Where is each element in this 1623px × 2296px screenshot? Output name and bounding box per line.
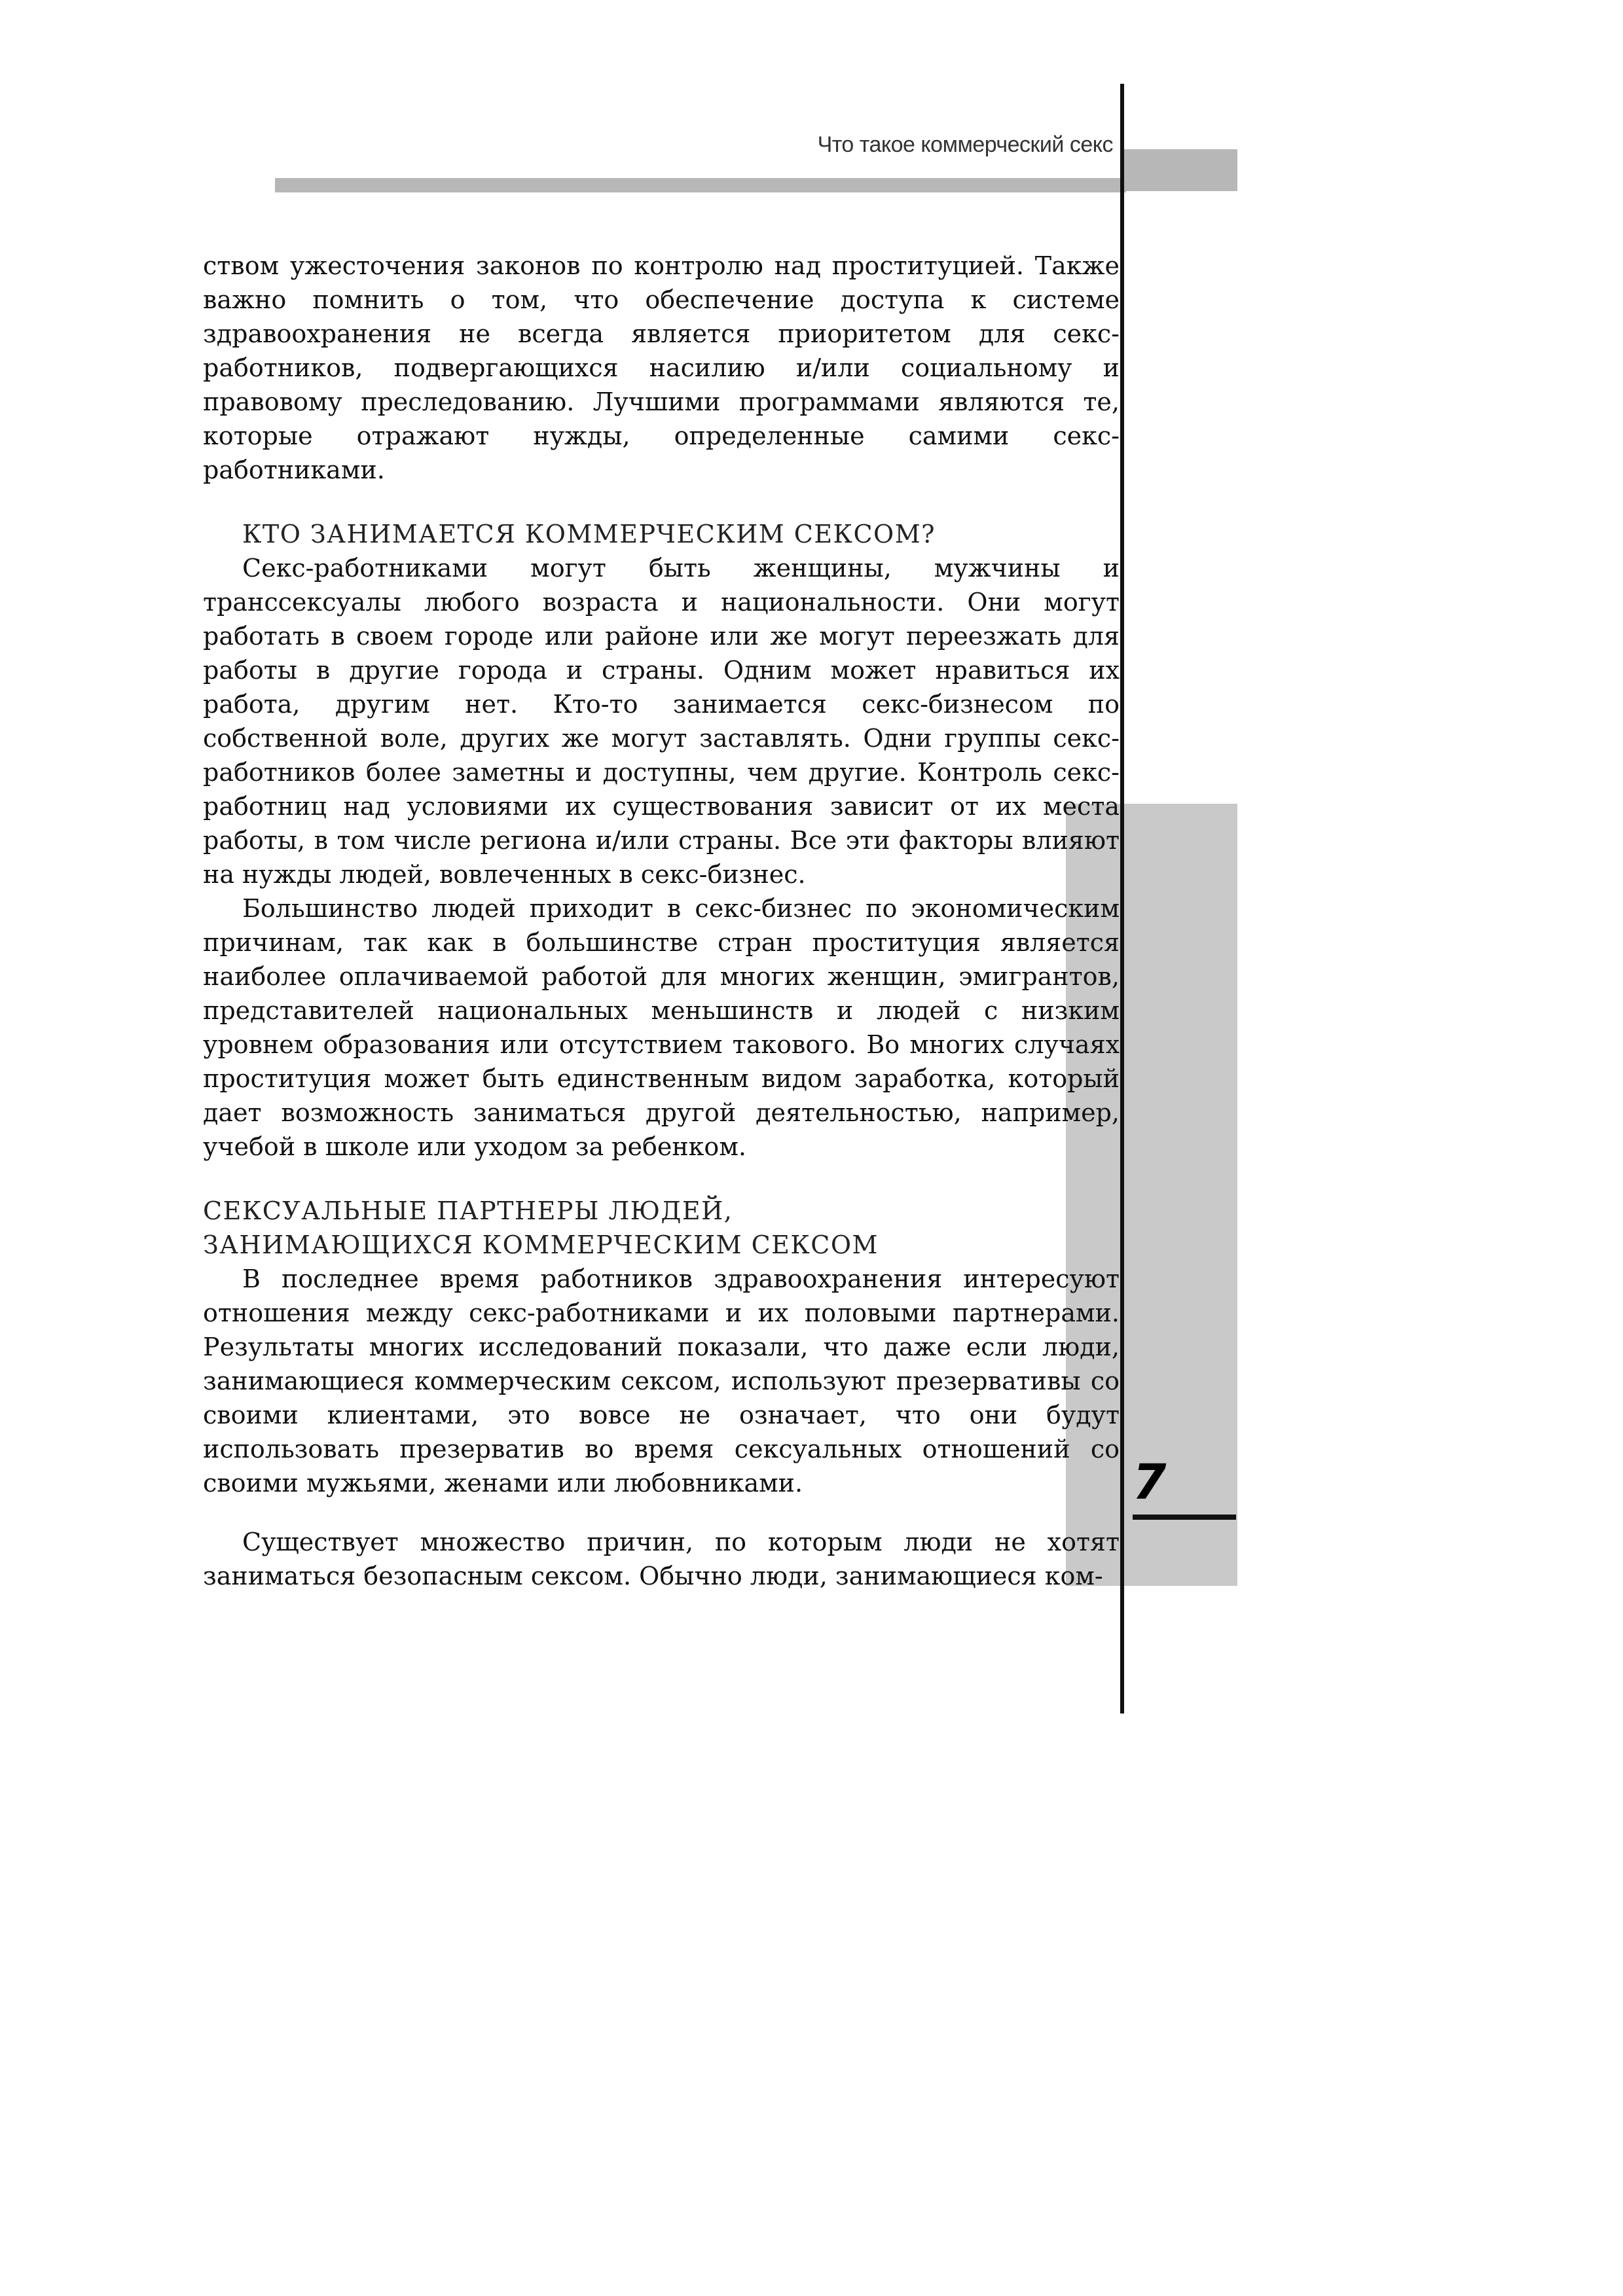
paragraph-5: Существует множество причин, по которым люди не хотят заниматься безопасным сексом. Обычно люди, занимающиеся ком- [203,1528,1120,1590]
paragraph-4: В последнее время работников здравоохранения интересуют отношения между секс-работниками и их половыми партнерами. Результаты многих исследований показали, что даже если люди, занимающиеся коммерческим сексом, используют презервативы со своими клиентами, это вовсе не означает, что они будут использовать презерватив во время сексуальных отношений со своими мужьями, женами или любовниками. [203,1265,1120,1498]
paragraph-2: Секс-работниками могут быть женщины, мужчины и транссексуалы любого возраста и национальности. Они могут работать в своем городе или районе или же могут переезжать для работы в другие города и страны. Одним может нравиться их работа, другим нет. Кто-то занимается секс-бизнесом по собственной воле, других же могут заставлять. Одни группы секс-работников более заметны и доступны, чем другие. Контроль секс-работниц над условиями их существования зависит от их места работы, в том числе региона и/или страны. Все эти факторы влияют на нужды людей, вовлеченных в секс-бизнес. [203,554,1120,889]
vertical-rule [1120,84,1124,1713]
page-number: 7 [1133,1454,1167,1511]
section-heading-2-line-1: СЕКСУАЛЬНЫЕ ПАРТНЕРЫ ЛЮДЕЙ, [203,1196,733,1225]
section-heading-2-line-2: ЗАНИМАЮЩИХСЯ КОММЕРЧЕСКИМ СЕКСОМ [203,1230,879,1259]
running-header: Что такое коммерческий секс [817,132,1113,157]
paragraph-1: ством ужесточения законов по контролю над проституцией. Также важно помнить о том, что обеспечение доступа к системе здравоохранения не всегда является приоритетом для секс-работников, подвергающихся насилию и/или социальному и правовому преследованию. Лучшими программами являются те, которые отражают нужды, определенные самими секс-работниками. [203,251,1120,484]
header-rule-bar [275,178,1126,192]
page-body [203,249,1120,1593]
page-number-underline [1133,1515,1236,1520]
section-heading-1: КТО ЗАНИМАЕТСЯ КОММЕРЧЕСКИМ СЕКСОМ? [242,520,936,548]
paragraph-3: Большинство людей приходит в секс-бизнес по экономическим причинам, так как в большинстве стран проституция является наиболее оплачиваемой работой для многих женщин, эмигрантов, представителей национальных меньшинств и людей с низким уровнем образования или отсутствием такового. Во многих случаях проституция может быть единственным видом заработка, который дает возможность заниматься другой деятельностью, например, учебой в школе или уходом за ребенком. [203,894,1120,1161]
header-gray-block [1123,149,1237,191]
